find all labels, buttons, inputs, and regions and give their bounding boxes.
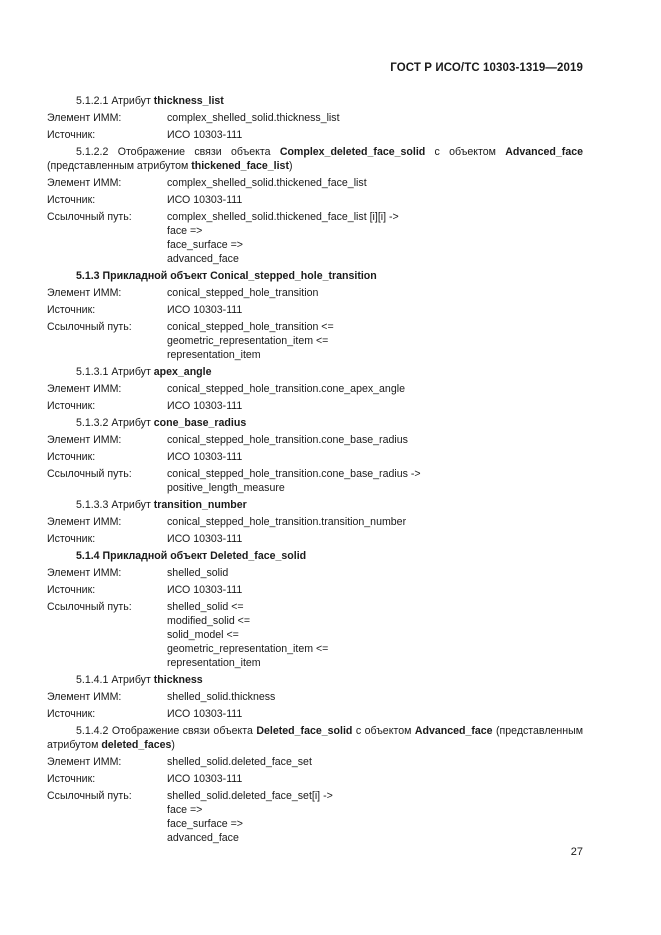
mapping-value [167,583,583,597]
mapping-value-line: ИСО 10303-111 [167,584,243,596]
mapping-value-line: face_surface => [167,239,243,251]
heading-term: cone_base_radius [153,417,247,429]
mapping-row [47,128,583,142]
mapping-row [47,690,583,704]
mapping-value [167,193,583,207]
mapping-value-line: conical_stepped_hole_transition <= [167,321,334,333]
mapping-value [167,532,583,546]
mapping-value-line: representation_item [167,349,261,361]
paragraph-term: Advanced_face [505,146,583,158]
mapping-value-line: complex_shelled_solid.thickened_face_list [167,177,367,189]
mapping-label: Источник: [47,194,96,206]
mapping-value-line: ИСО 10303-111 [167,451,243,463]
paragraph-term: Complex_deleted_face_solid [279,146,426,158]
mapping-value-line: advanced_face [167,832,239,844]
mapping-row [47,193,583,207]
mapping-value-line: modified_solid <= [167,615,251,627]
mapping-paragraph [47,724,583,752]
mapping-value-line: ИСО 10303-111 [167,773,243,785]
paragraph-text: ) [288,160,293,172]
mapping-row [47,532,583,546]
mapping-label: Элемент ИММ: [47,516,122,528]
mapping-value-line: positive_length_measure [167,482,285,494]
mapping-value-line: shelled_solid [167,567,229,579]
heading-text: Прикладной объект [102,270,211,282]
heading-term: Conical_stepped_hole_transition [210,270,377,282]
document-body [47,91,583,848]
paragraph-text: (представленным атрибутом [47,160,192,172]
heading-text: Атрибут [111,95,154,107]
mapping-row [47,755,583,769]
mapping-value-line: face => [167,804,203,816]
mapping-value-line: conical_stepped_hole_transition.cone_apex_angle [167,383,405,395]
page-number: 27 [570,846,583,858]
section-heading [47,269,583,283]
mapping-value [167,382,583,396]
heading-number: 5.1.4.1 [76,674,112,686]
mapping-value-line: conical_stepped_hole_transition.transition_number [167,516,407,528]
mapping-value [167,600,583,670]
mapping-label: Ссылочный путь: [47,321,132,333]
paragraph-term: Deleted_face_solid [256,725,353,737]
mapping-value-line: shelled_solid <= [167,601,244,613]
mapping-value-line: solid_model <= [167,629,239,641]
mapping-value [167,320,583,362]
mapping-value [167,789,583,845]
mapping-row [47,707,583,721]
mapping-row [47,789,583,845]
mapping-value [167,210,583,266]
mapping-label: Элемент ИММ: [47,756,122,768]
mapping-value [167,515,583,529]
mapping-row [47,600,583,670]
mapping-label: Элемент ИММ: [47,287,122,299]
mapping-label: Элемент ИММ: [47,383,122,395]
mapping-row [47,303,583,317]
mapping-value-line: advanced_face [167,253,239,265]
mapping-row [47,515,583,529]
mapping-value [167,111,583,125]
mapping-row [47,320,583,362]
heading-number: 5.1.3.2 [76,417,112,429]
mapping-label: Элемент ИММ: [47,112,122,124]
subsection-heading [47,416,583,430]
mapping-value-line: ИСО 10303-111 [167,304,243,316]
mapping-value [167,690,583,704]
mapping-value [167,566,583,580]
heading-text: Атрибут [111,499,154,511]
heading-number: 5.1.3.3 [76,499,112,511]
heading-number: 5.1.3.1 [76,366,112,378]
subsection-heading [47,673,583,687]
mapping-value-line: geometric_representation_item <= [167,335,329,347]
mapping-label: Ссылочный путь: [47,601,132,613]
paragraph-text: с объектом [425,146,506,158]
mapping-label: Источник: [47,304,96,316]
paragraph-text: с объектом [352,725,415,737]
mapping-value [167,399,583,413]
mapping-value [167,433,583,447]
mapping-value-line: ИСО 10303-111 [167,708,243,720]
mapping-row [47,111,583,125]
mapping-value-line: face => [167,225,203,237]
mapping-value [167,176,583,190]
mapping-row [47,566,583,580]
mapping-value [167,286,583,300]
subsection-heading [47,365,583,379]
mapping-row [47,382,583,396]
mapping-row [47,433,583,447]
mapping-value-line: ИСО 10303-111 [167,533,243,545]
mapping-value-line: shelled_solid.deleted_face_set[i] -> [167,790,333,802]
paragraph-text: ) [171,739,175,751]
mapping-label: Элемент ИММ: [47,567,122,579]
mapping-row [47,467,583,495]
paragraph-term: Advanced_face [414,725,493,737]
mapping-value [167,772,583,786]
mapping-value-line: shelled_solid.deleted_face_set [167,756,312,768]
heading-term: thickness_list [153,95,224,107]
paragraph-text: 5.1.2.2 Отображение связи объекта [76,146,280,158]
mapping-value-line: shelled_solid.thickness [167,691,276,703]
paragraph-term: thickened_face_list [191,160,289,172]
mapping-label: Элемент ИММ: [47,177,122,189]
mapping-label: Ссылочный путь: [47,790,132,802]
heading-text: Атрибут [111,366,154,378]
mapping-value-line: ИСО 10303-111 [167,194,243,206]
mapping-label: Источник: [47,708,96,720]
mapping-label: Ссылочный путь: [47,468,132,480]
mapping-row [47,772,583,786]
mapping-label: Источник: [47,400,96,412]
mapping-value [167,707,583,721]
mapping-value [167,128,583,142]
mapping-row [47,176,583,190]
mapping-value [167,755,583,769]
mapping-row [47,286,583,300]
mapping-row [47,210,583,266]
mapping-label: Источник: [47,773,96,785]
mapping-label: Элемент ИММ: [47,691,122,703]
heading-number: 5.1.4 [76,550,103,562]
mapping-value [167,303,583,317]
subsection-heading [47,498,583,512]
heading-term: Deleted_face_solid [210,550,307,562]
paragraph-text: (представленным атрибутом [47,725,583,751]
section-heading [47,549,583,563]
paragraph-text: 5.1.4.2 Отображение связи объекта [76,725,257,737]
mapping-row [47,450,583,464]
mapping-value-line: representation_item [167,657,261,669]
mapping-label: Источник: [47,533,96,545]
mapping-label: Источник: [47,451,96,463]
heading-text: Атрибут [111,417,154,429]
mapping-value-line: ИСО 10303-111 [167,129,243,141]
mapping-value-line: complex_shelled_solid.thickened_face_list [i][i] -> [167,211,399,223]
mapping-value-line: conical_stepped_hole_transition.cone_base_radius -> [167,468,421,480]
mapping-value-line: geometric_representation_item <= [167,643,329,655]
mapping-value-line: ИСО 10303-111 [167,400,243,412]
heading-number: 5.1.2.1 [76,95,112,107]
document-header: ГОСТ Р ИСО/ТС 10303-1319—2019 [390,62,583,74]
mapping-value [167,467,583,495]
heading-text: Прикладной объект [102,550,211,562]
mapping-value-line: conical_stepped_hole_transition [167,287,319,299]
mapping-label: Элемент ИММ: [47,434,122,446]
mapping-label: Ссылочный путь: [47,211,132,223]
mapping-label: Источник: [47,129,96,141]
subsection-heading [47,94,583,108]
paragraph-term: deleted_faces [101,739,172,751]
heading-number: 5.1.3 [76,270,103,282]
heading-text: Атрибут [111,674,154,686]
mapping-label: Источник: [47,584,96,596]
heading-term: transition_number [153,499,247,511]
mapping-paragraph [47,145,583,173]
mapping-value-line: conical_stepped_hole_transition.cone_base_radius [167,434,408,446]
mapping-row [47,399,583,413]
mapping-value-line: complex_shelled_solid.thickness_list [167,112,340,124]
heading-term: thickness [153,674,203,686]
mapping-value-line: face_surface => [167,818,243,830]
mapping-row [47,583,583,597]
mapping-value [167,450,583,464]
heading-term: apex_angle [153,366,212,378]
